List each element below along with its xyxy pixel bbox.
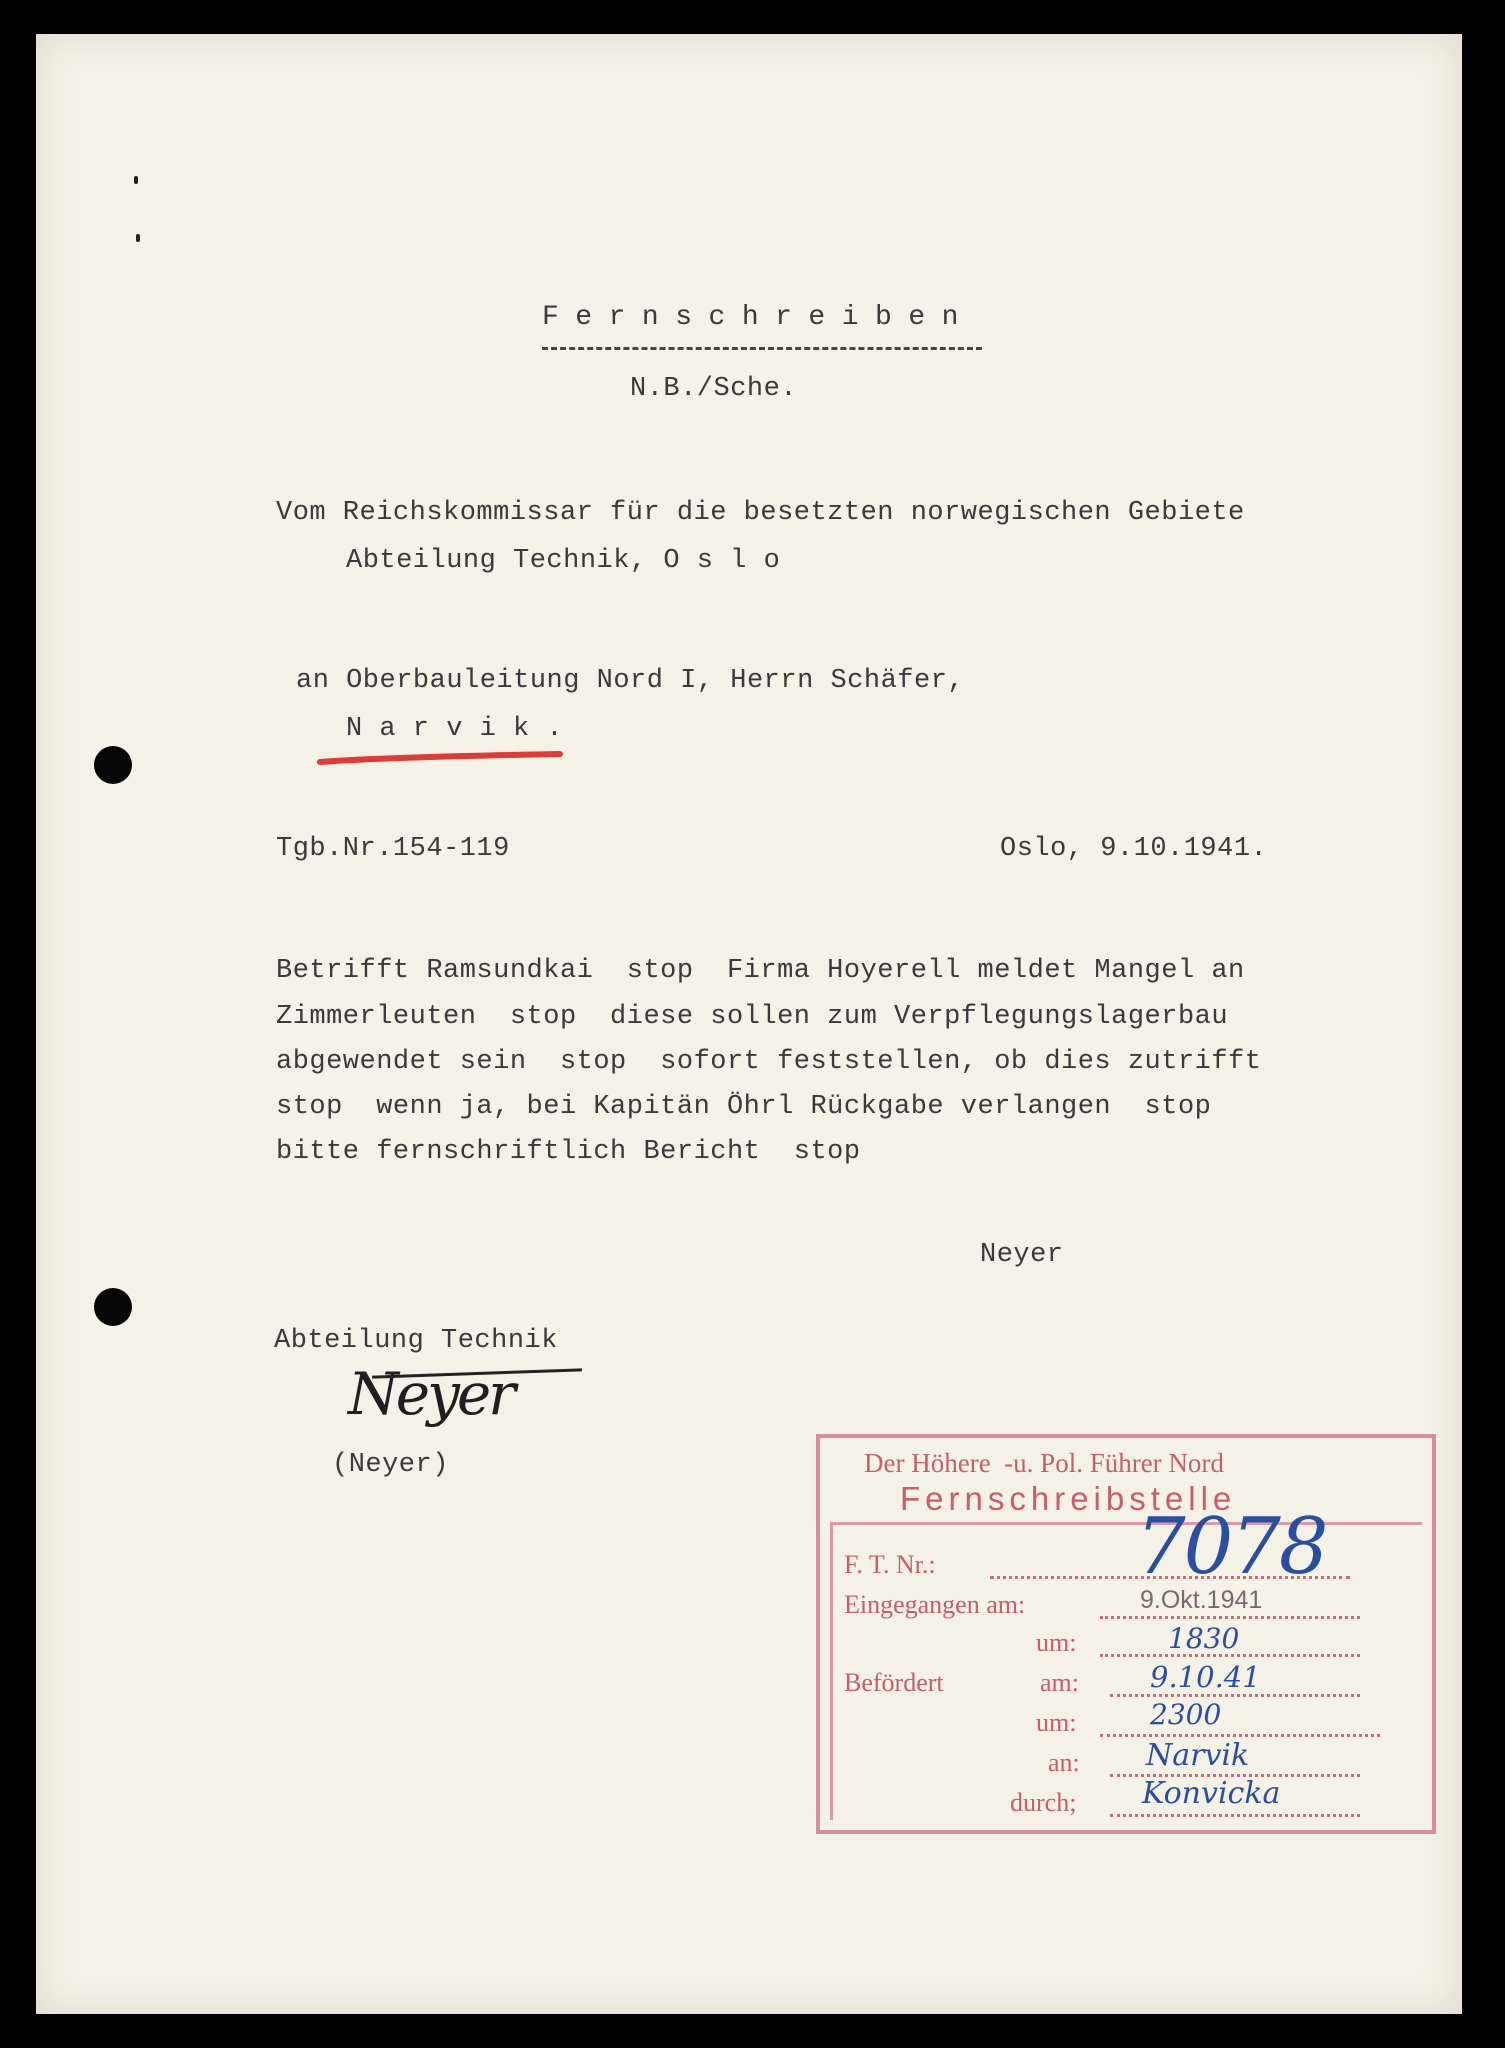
- sender-department: Abteilung Technik, O s l o: [346, 546, 781, 576]
- typed-signature: (Neyer): [332, 1450, 449, 1480]
- red-pencil-underline: [316, 746, 566, 770]
- received-label: Eingegangen am:: [844, 1590, 1026, 1619]
- stamp-header: Der Höhere -u. Pol. Führer Nord: [864, 1448, 1224, 1478]
- body-line: abgewendet sein stop sofort feststellen, ob dies zutrifft: [276, 1047, 1262, 1077]
- punch-hole: [94, 1288, 132, 1326]
- place-date: Oslo, 9.10.1941.: [1000, 834, 1268, 864]
- reference-code: N.B./Sche.: [630, 374, 798, 404]
- title-underline: [542, 347, 982, 350]
- forwarded-date-value: 9.10.41: [1150, 1660, 1261, 1694]
- received-time-label: um:: [1036, 1628, 1077, 1657]
- body-line: stop wenn ja, bei Kapitän Öhrl Rückgabe verlangen stop: [276, 1092, 1212, 1122]
- forwarded-date-label: am:: [1040, 1668, 1079, 1697]
- forwarded-date-line: [1110, 1694, 1360, 1697]
- forwarded-time-line: [1100, 1734, 1380, 1737]
- received-time-value: 1830: [1168, 1622, 1240, 1655]
- paper-speck: [136, 234, 140, 242]
- document-title: Fernschreiben: [542, 302, 975, 333]
- journal-number: Tgb.Nr.154-119: [276, 834, 510, 864]
- via-line: [1110, 1814, 1360, 1817]
- department-label: Abteilung Technik: [274, 1326, 558, 1356]
- received-date-line: [1100, 1616, 1360, 1619]
- document-page: [36, 34, 1462, 2014]
- telex-office-stamp: [816, 1434, 1436, 1834]
- recipient-line: an Oberbauleitung Nord I, Herrn Schäfer,: [296, 666, 965, 696]
- forwarded-time-label: um:: [1036, 1708, 1077, 1737]
- body-line: Betrifft Ramsundkai stop Firma Hoyerell meldet Mangel an: [276, 956, 1245, 986]
- recipient-city: N a r v i k .: [346, 714, 564, 744]
- ft-number-label: F. T. Nr.:: [844, 1550, 936, 1579]
- body-line: Zimmerleuten stop diese sollen zum Verpflegungslagerbau: [276, 1002, 1229, 1032]
- forwarded-time-value: 2300: [1150, 1698, 1222, 1731]
- stamp-subheader: Fernschreibstelle: [900, 1480, 1237, 1517]
- via-value: Konvicka: [1142, 1776, 1281, 1811]
- punch-hole: [94, 746, 132, 784]
- ft-number-value: 7078: [1136, 1502, 1327, 1592]
- sender-name: Neyer: [980, 1240, 1064, 1270]
- paper-speck: [134, 176, 138, 184]
- handwritten-signature: Neyer: [348, 1360, 513, 1428]
- to-label: an:: [1048, 1748, 1080, 1777]
- received-date-stamp: 9.Okt.1941: [1140, 1586, 1263, 1614]
- forwarded-label: Befördert: [844, 1668, 944, 1697]
- via-label: durch;: [1010, 1788, 1077, 1817]
- sender-line: Vom Reichskommissar für die besetzten norwegischen Gebiete: [276, 498, 1245, 528]
- body-line: bitte fernschriftlich Bericht stop: [276, 1137, 861, 1167]
- to-value: Narvik: [1146, 1738, 1250, 1773]
